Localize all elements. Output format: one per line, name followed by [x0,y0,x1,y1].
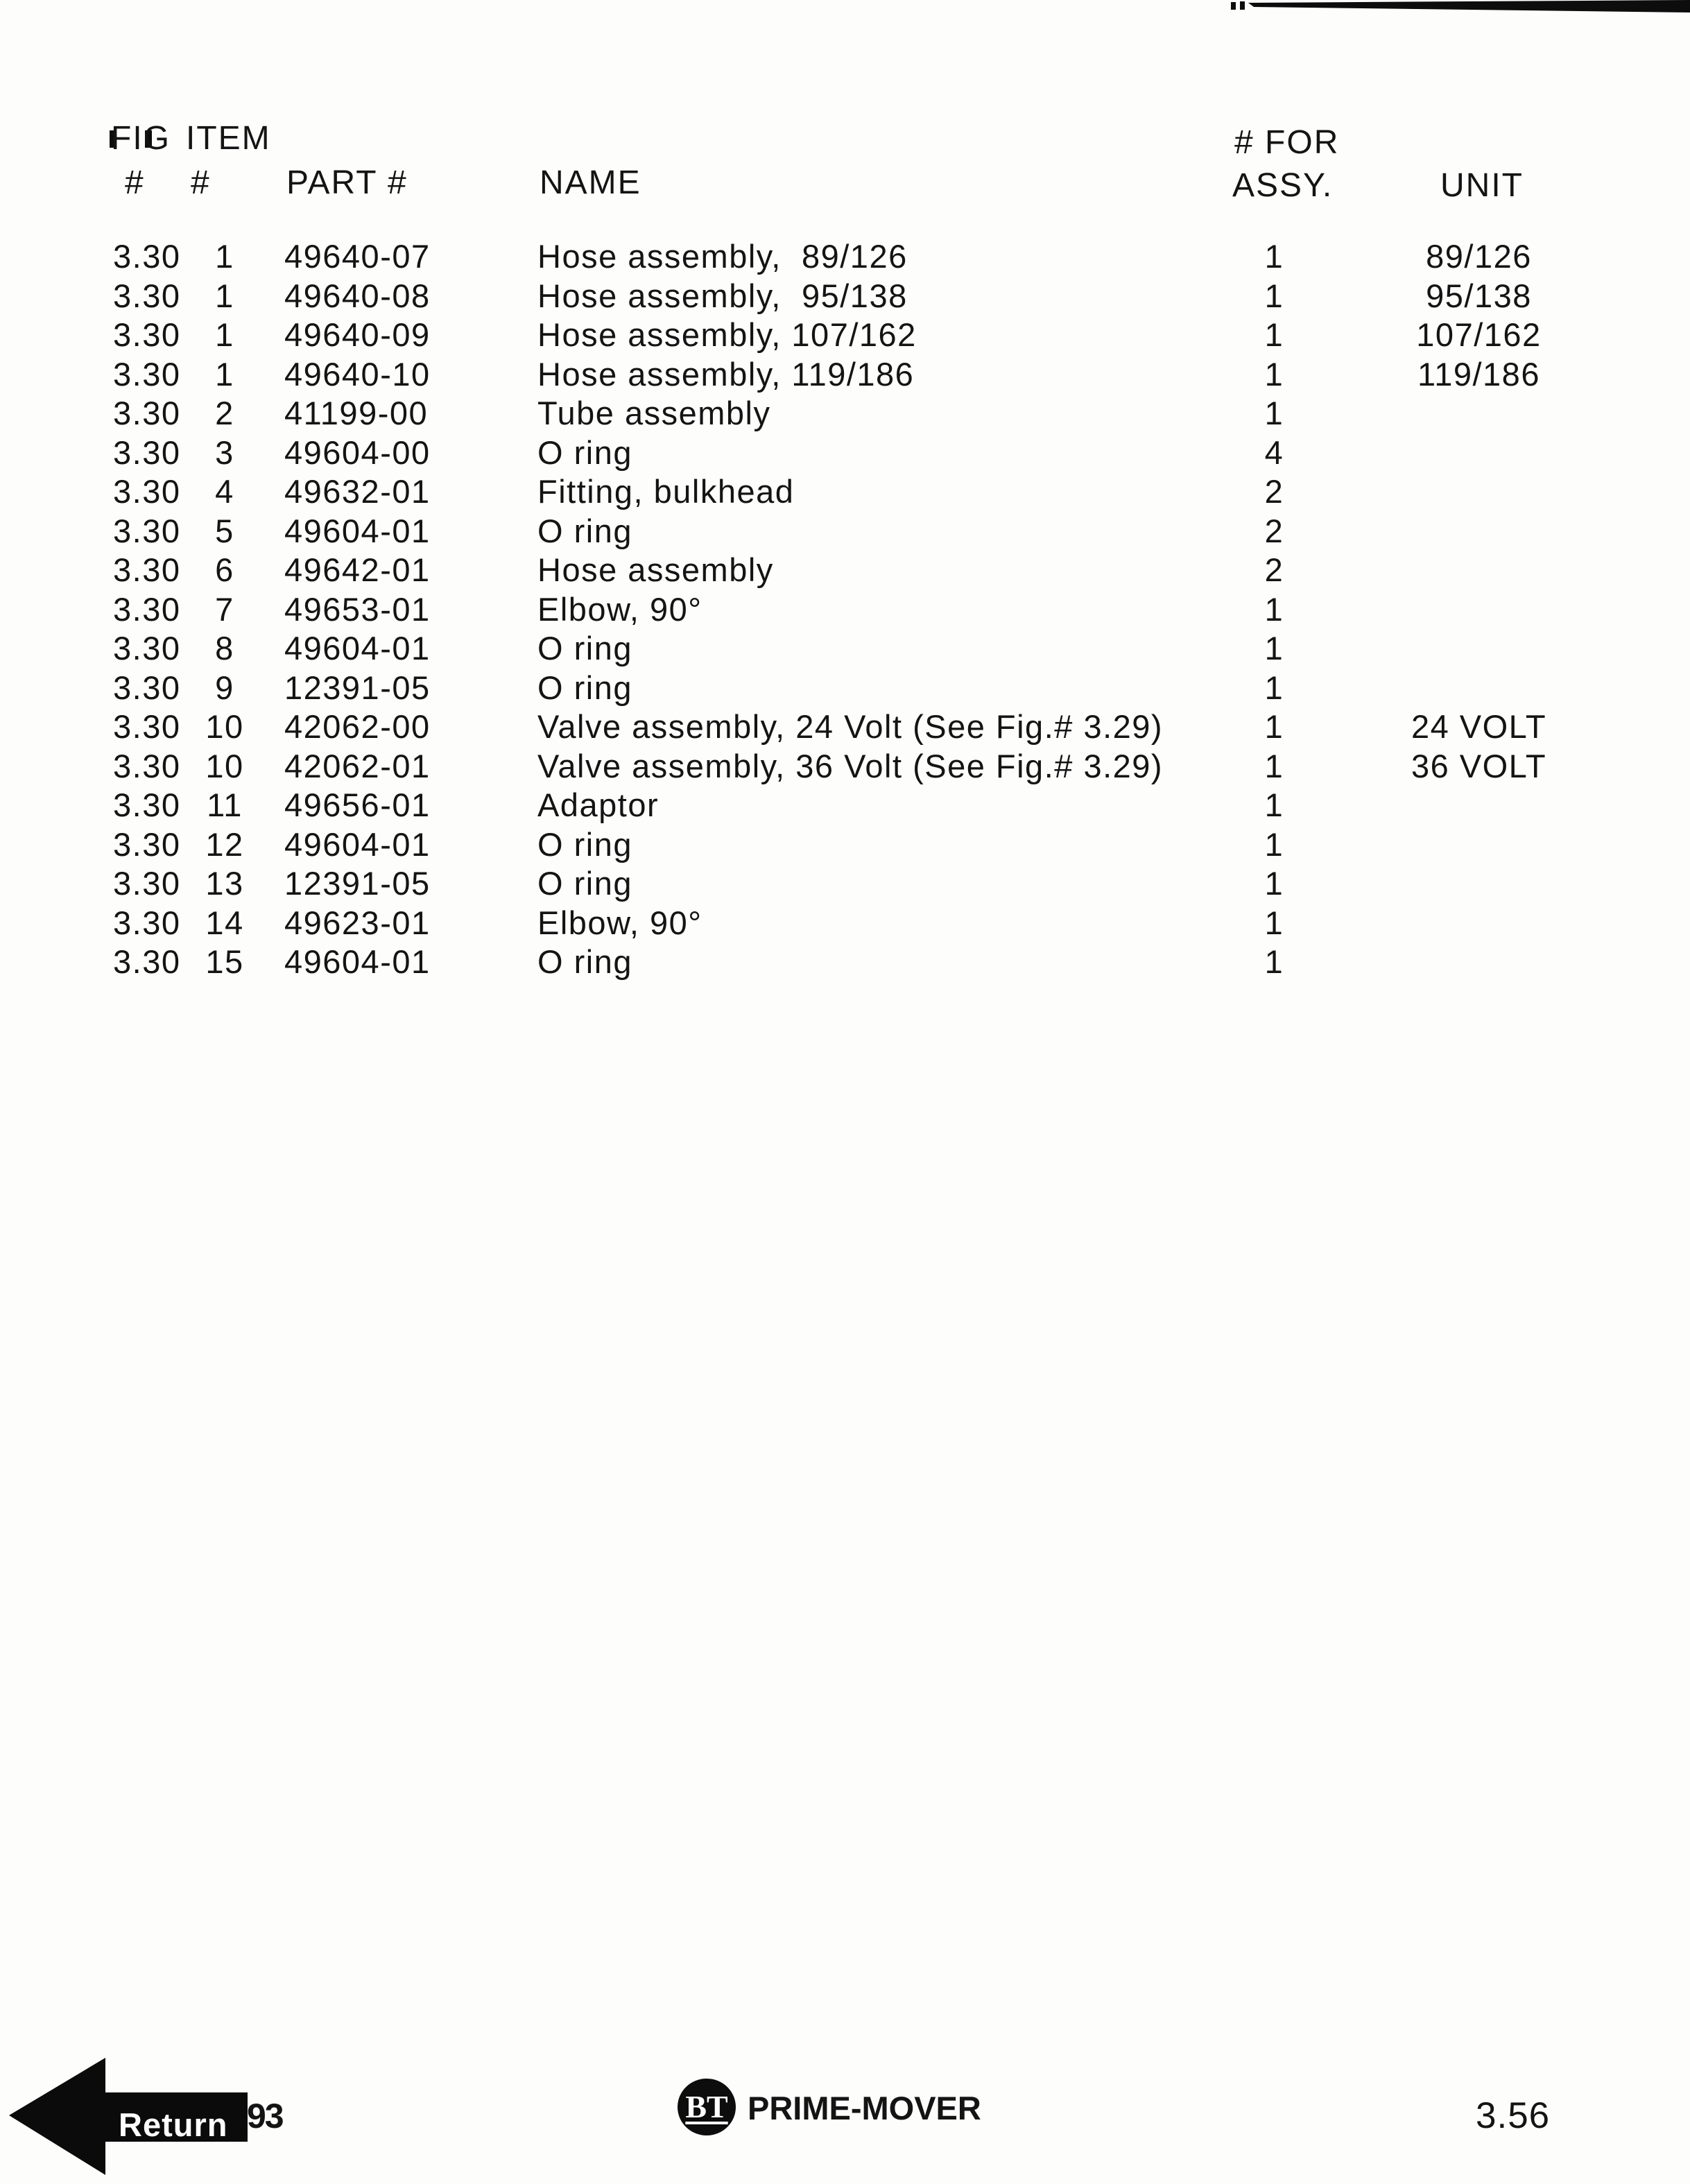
cell-fig: 3.30 [113,669,181,706]
table-row [113,393,1623,433]
cell-part: 49604-00 [284,433,431,471]
header-fig-hash: # [125,164,145,201]
table-row [113,354,1623,394]
cell-unit [1335,942,1623,981]
table-row [113,276,1623,316]
cell-item: 11 [207,786,243,823]
cell-name: Hose assembly [537,551,774,588]
cell-part: 49604-01 [284,512,431,549]
cell-fig: 3.30 [113,865,181,902]
cell-name: O ring [537,669,632,706]
cell-item: 8 [215,630,234,667]
cell-fig: 3.30 [113,395,181,431]
cell-item: 7 [215,590,234,628]
cell-unit [1335,825,1623,864]
cell-part: 42062-00 [284,708,431,745]
cell-name: O ring [537,943,632,980]
cell-item: 1 [215,238,234,275]
cell-qty: 1 [1264,238,1284,275]
cell-item: 1 [215,316,234,353]
cell-unit [1335,590,1623,629]
cell-item: 1 [215,355,234,393]
cell-fig: 3.30 [113,316,181,353]
cell-part: 49640-10 [284,355,431,393]
cell-item: 14 [205,904,244,941]
cell-name: Hose assembly, 107/162 [537,316,917,353]
cell-qty: 1 [1264,747,1284,784]
cell-unit [1335,785,1623,825]
table-row [113,433,1623,472]
cell-part: 12391-05 [284,865,431,902]
header-item-hash: # [191,164,211,201]
cell-qty: 1 [1264,865,1284,902]
table-row [113,903,1623,943]
cell-unit [1335,863,1623,903]
cell-unit [1335,511,1623,551]
cell-name: Elbow, 90° [537,590,702,628]
section-page-ref: 3.56 [1476,2095,1551,2136]
cell-fig: 3.30 [113,904,181,941]
table-row [113,628,1623,668]
cell-part: 49640-09 [284,316,431,353]
cell-unit: 36 VOLT [1411,747,1547,784]
cell-name: O ring [537,825,632,863]
cell-item: 6 [215,551,234,588]
cell-fig: 3.30 [113,747,181,784]
cell-qty: 1 [1264,630,1284,667]
table-row [113,511,1623,551]
cell-unit [1335,472,1623,511]
header-for-assy-2: ASSY. [1232,167,1334,204]
cell-unit: 24 VOLT [1411,708,1547,745]
cell-unit [1335,433,1623,472]
cell-qty: 4 [1264,433,1284,471]
cell-item: 1 [215,277,234,314]
header-unit: UNIT [1440,167,1524,204]
cell-part: 12391-05 [284,669,431,706]
header-for-assy-1: # FOR [1234,124,1340,161]
cell-unit [1335,550,1623,590]
cell-name: Hose assembly, 95/138 [537,277,908,314]
cell-fig: 3.30 [113,433,181,471]
cell-qty: 1 [1264,277,1284,314]
cell-item: 4 [215,473,234,510]
table-row [113,472,1623,511]
cell-qty: 1 [1264,943,1284,980]
return-button-label: Return [119,2106,228,2143]
table-row [113,668,1623,707]
cell-unit [1335,668,1623,707]
header-name: NAME [540,164,641,201]
cell-part: 49640-08 [284,277,431,314]
cell-unit [1335,628,1623,668]
cell-fig: 3.30 [113,786,181,823]
cell-qty: 1 [1264,708,1284,745]
cell-part: 49640-07 [284,238,431,275]
page-number: 93 [247,2097,283,2135]
cell-fig: 3.30 [113,238,181,275]
table-row [113,707,1623,746]
cell-part: 49653-01 [284,590,431,628]
cell-part: 49604-01 [284,825,431,863]
table-row [113,550,1623,590]
cell-name: O ring [537,512,632,549]
cell-qty: 2 [1264,551,1284,588]
cell-part: 49623-01 [284,904,431,941]
cell-name: Elbow, 90° [537,904,702,941]
table-row [113,315,1623,354]
cell-item: 10 [205,747,244,784]
cell-name: Hose assembly, 89/126 [537,238,908,275]
cell-unit [1335,393,1623,433]
bt-logo: BT [678,2079,736,2135]
table-row [113,863,1623,903]
cell-fig: 3.30 [113,630,181,667]
cell-qty: 1 [1264,825,1284,863]
cell-fig: 3.30 [113,551,181,588]
cell-name: O ring [537,630,632,667]
table-row [113,942,1623,981]
cell-qty: 1 [1264,786,1284,823]
cell-name: Fitting, bulkhead [537,473,795,510]
cell-fig: 3.30 [113,943,181,980]
cell-qty: 2 [1264,473,1284,510]
header-item: ITEM [186,120,271,157]
table-row [113,746,1623,786]
cell-part: 49604-01 [284,943,431,980]
table-row [113,237,1623,276]
cell-qty: 1 [1264,590,1284,628]
cell-fig: 3.30 [113,355,181,393]
cell-unit: 107/162 [1416,316,1542,353]
cell-unit: 89/126 [1426,238,1532,275]
cell-item: 2 [215,395,234,431]
cell-qty: 1 [1264,904,1284,941]
cell-fig: 3.30 [113,590,181,628]
cell-part: 41199-00 [284,395,429,431]
cell-qty: 2 [1264,512,1284,549]
cell-unit: 119/186 [1417,355,1540,393]
cell-fig: 3.30 [113,708,181,745]
cell-name: O ring [537,433,632,471]
cell-name: Valve assembly, 24 Volt (See Fig.# 3.29) [537,708,1164,745]
table-row [113,785,1623,825]
cell-item: 9 [215,669,234,706]
cell-part: 42062-01 [284,747,431,784]
cell-fig: 3.30 [113,473,181,510]
brand-wordmark: PRIME-MOVER [748,2090,981,2126]
cell-unit: 95/138 [1426,277,1532,314]
table-row [113,825,1623,864]
table-row [113,590,1623,629]
cell-qty: 1 [1264,316,1284,353]
cell-item: 10 [205,708,244,745]
cell-name: Tube assembly [537,395,771,431]
cell-fig: 3.30 [113,277,181,314]
cell-name: Adaptor [537,786,659,823]
cell-name: Hose assembly, 119/186 [537,355,915,393]
cell-fig: 3.30 [113,512,181,549]
cell-name: Valve assembly, 36 Volt (See Fig.# 3.29) [537,747,1164,784]
cell-item: 12 [205,825,244,863]
cell-name: O ring [537,865,632,902]
cell-qty: 1 [1264,395,1284,431]
cell-part: 49656-01 [284,786,431,823]
cell-qty: 1 [1264,355,1284,393]
header-part: PART # [286,164,408,201]
cell-unit [1335,903,1623,943]
header-fig: FIG [111,120,171,157]
cell-fig: 3.30 [113,825,181,863]
cell-item: 5 [215,512,234,549]
cell-item: 15 [205,943,244,980]
cell-qty: 1 [1264,669,1284,706]
cell-part: 49604-01 [284,630,431,667]
cell-part: 49632-01 [284,473,431,510]
cell-item: 13 [205,865,244,902]
cell-item: 3 [215,433,234,471]
cell-part: 49642-01 [284,551,431,588]
